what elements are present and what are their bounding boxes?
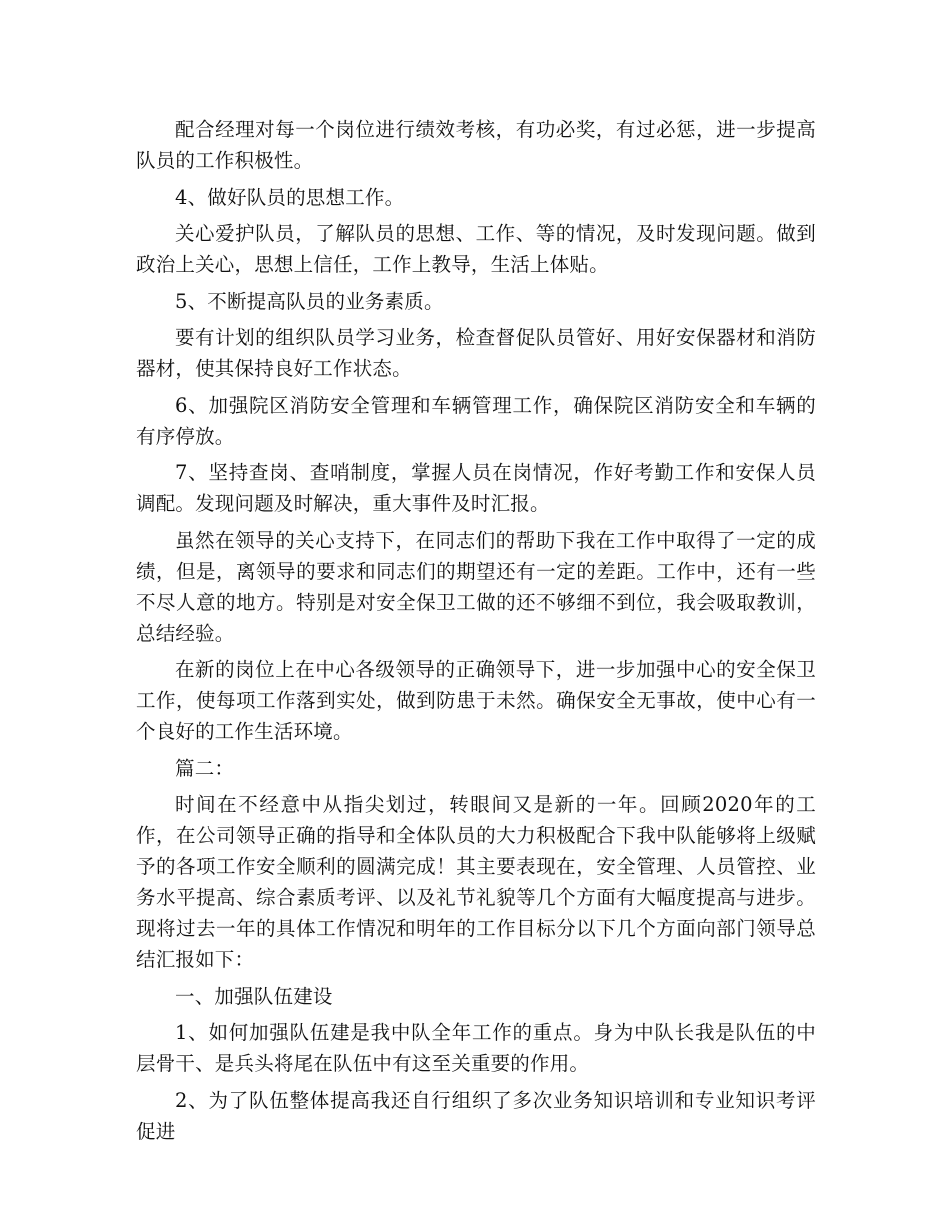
paragraph: 配合经理对每一个岗位进行绩效考核，有功必奖，有过必惩，进一步提高队员的工作积极性。 (136, 118, 816, 172)
paragraph: 虽然在领导的关心支持下，在同志们的帮助下我在工作中取得了一定的成绩，但是，离领导的要求和同志们的期望还有一定的差距。工作中，还有一些不尽人意的地方。特别是对安全保卫工做的还不够细不到位，我会吸取教训，总结经验。 (136, 528, 816, 645)
paragraph: 时间在不经意中从指尖划过，转眼间又是新的一年。回顾2020年的工作，在公司领导正确的指导和全体队员的大力积极配合下我中队能够将上级赋予的各项工作安全顺利的圆满完成！其主要表现在，安全管理、人员管控、业务水平提高、综合素质考评、以及礼节礼貌等几个方面有大幅度提高与进步。现将过去一年的具体工作情况和明年的工作目标分以下几个方面向部门领导总结汇报如下： (136, 793, 816, 971)
paragraph: 关心爱护队员，了解队员的思想、工作、等的情况，及时发现问题。做到政治上关心，思想上信任，工作上教导，生活上体贴。 (136, 222, 816, 276)
list-item-heading: 5、不断提高队员的业务素质。 (175, 289, 444, 313)
list-item: 7、坚持查岗、查哨制度，掌握人员在岗情况，作好考勤工作和安保人员调配。发现问题及时解决，重大事件及时汇报。 (136, 461, 816, 515)
list-item: 1、如何加强队伍建是我中队全年工作的重点。身为中队长我是队伍的中层骨干、是兵头将尾在队伍中有这至关重要的作用。 (136, 1021, 816, 1075)
section-label: 篇二： (175, 756, 235, 780)
list-item: 6、加强院区消防安全管理和车辆管理工作，确保院区消防安全和车辆的有序停放。 (136, 393, 816, 448)
section-heading: 一、加强队伍建设 (175, 984, 333, 1008)
list-item-heading: 4、做好队员的思想工作。 (175, 185, 405, 209)
paragraph: 要有计划的组织队员学习业务，检查督促队员管好、用好安保器材和消防器材，使其保持良好工作状态。 (136, 326, 816, 380)
document-body (136, 114, 816, 1152)
paragraph: 在新的岗位上在中心各级领导的正确领导下，进一步加强中心的安全保卫工作，使每项工作落到实处，做到防患于未然。确保安全无事故，使中心有一个良好的工作生活环境。 (136, 658, 816, 743)
list-item: 2、为了队伍整体提高我还自行组织了多次业务知识培训和专业知识考评促进 (136, 1088, 816, 1143)
